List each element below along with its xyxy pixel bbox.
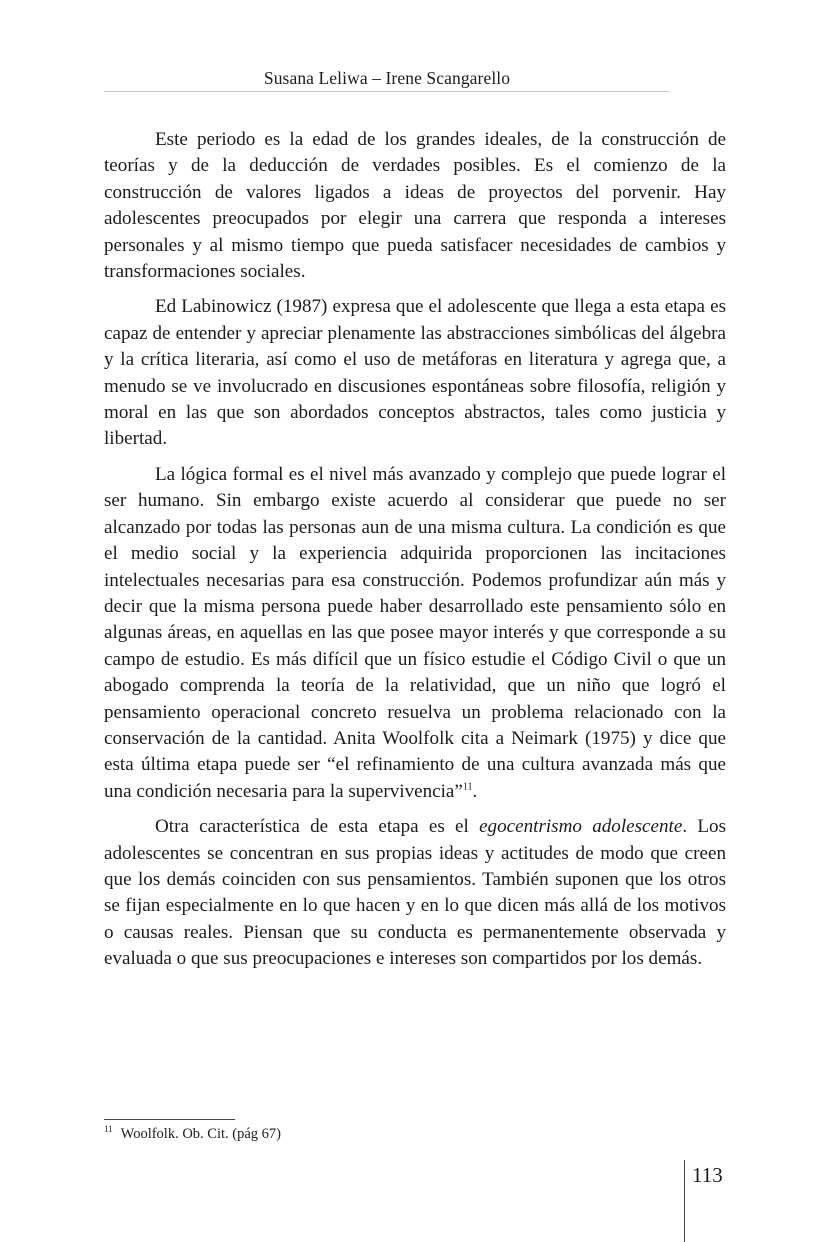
paragraph-4 [104,814,726,972]
paragraph-3 [104,462,726,805]
footnote-reference[interactable]: 11 [462,781,473,793]
paragraph-4-italic-term: egocentrismo adolescente [479,816,683,838]
running-header: Susana Leliwa – Irene Scangarello [263,68,511,88]
footnote-number: 11 [104,1124,113,1135]
body-text [104,127,726,982]
page-number: 113 [692,1163,723,1187]
footnote [104,1125,281,1143]
paragraph-3-text: La lógica formal es el nivel más avanzado y complejo que puede lograr el ser humano. Sin embargo existe acuerdo al considerar que puede no ser alcanzado por todas las personas aun de una misma cultura. La condición es que el medio social y la experiencia adquirida proporcionen las incitaciones intelectuales necesarias para esa construcción. Podemos profundizar aún más y decir que la misma persona puede haber desarrollado este pensamiento sólo en algunas áreas, en aquellas en las que posee mayor interés y que corresponde a su campo de estudio. Es más difícil que un físico estudie el Código Civil o que un abogado comprenda la teoría de la relatividad, que un niño que logró el pensamiento operacional concreto resuelva un problema relacionado con la conservación de la cantidad. Anita Woolfolk cita a Neimark (1975) y dice que esta última etapa puede ser “el refinamiento de una cultura avanzada más que una condición necesaria para la supervivencia” [104,463,726,802]
paragraph-4-rest: . Los adolescentes se concentran en sus propias ideas y actitudes de modo que creen que los demás coinciden con sus pensamientos. También suponen que los otros se fijan especialmente en lo que hacen y en lo que dicen más allá de los motivos o causas reales. Piensan que su conducta es permanentemente observada y evaluada o que sus preocupaciones e intereses son compartidos por los demás. [104,816,727,970]
footnote-text: Woolfolk. Ob. Cit. (pág 67) [120,1126,282,1142]
paragraph-1: Este periodo es la edad de los grandes ideales, de la construcción de teorías y de la deducción de verdades posibles. Es el comienzo de la construcción de valores ligados a ideas de proyectos del porvenir. Hay adolescentes preocupados por elegir una carrera que responda a intereses personales y al mismo tiempo que pueda satisfacer necesidades de cambios y transformaciones sociales. [104,129,726,283]
folio-rule [684,1160,685,1242]
paragraph-4-start: Otra característica de esta etapa es el [155,816,480,838]
footnote-rule [104,1119,235,1120]
paragraph-3-end: . [472,780,478,802]
paragraph-2: Ed Labinowicz (1987) expresa que el adolescente que llega a esta etapa es capaz de entender y apreciar plenamente las abstracciones simbólicas del álgebra y la crítica literaria, así como el uso de metáforas en literatura y agrega que, a menudo se ve involucrado en discusiones espontáneas sobre filosofía, religión y moral en las que son abordados conceptos abstractos, tales como justicia y libertad. [104,296,726,450]
header-rule [104,91,670,92]
